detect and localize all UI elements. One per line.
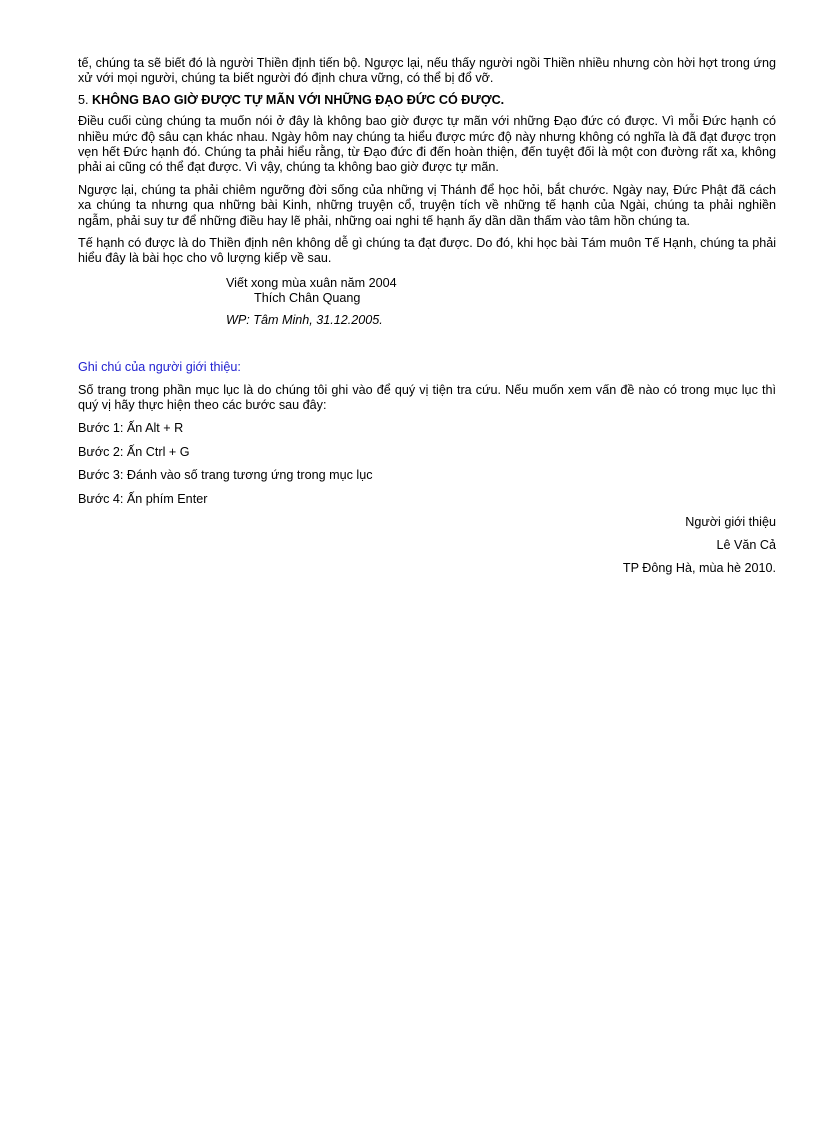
note-title: Ghi chú của người giới thiệu: [78,360,241,375]
step-4: Bước 4: Ấn phím Enter [78,491,208,506]
signature-block [226,276,776,328]
body-paragraph-1: Điều cuối cùng chúng ta muốn nói ở đây là không bao giờ được tự mãn với những Đạo đức có được. Vì mỗi Đức hạnh có nhiều mức độ sâu cạn khác nhau. Ngày hôm nay chúng ta hiểu được mức độ này nhưng không có nghĩa là đã đạt được trọn vẹn hết Đức hạnh đó. Chúng ta phải hiểu rằng, từ Đạo đức đi đến hoàn thiện, đến tuyệt đối là một con đường rất xa, không phải ai cũng có thể đạt được. Vì vậy, chúng ta không bao giờ được tự mãn. [78,114,776,175]
signature-written: Viết xong mùa xuân năm 2004 [226,275,397,290]
closing-block [78,514,776,577]
step-3: Bước 3: Đánh vào số trang tương ứng trong mục lục [78,468,373,483]
section-title: KHÔNG BAO GIỜ ĐƯỢC TỰ MÃN VỚI NHỮNG ĐẠO ĐỨC CÓ ĐƯỢC. [92,92,505,107]
section-heading [78,93,776,108]
section-number: 5. [78,92,89,107]
body-paragraph-2: Ngược lại, chúng ta phải chiêm ngưỡng đời sống của những vị Thánh để học hỏi, bắt chước. Ngày nay, Đức Phật đã cách xa chúng ta nhưng qua những bài Kinh, những truyện cổ, truyện tích về những tế hạnh của Ngài, chúng ta phải nghiền ngẫm, phải suy tư để những điều hay lẽ phải, những oai nghi tế hạnh ấy dần dần thấm vào tâm hồn chúng ta. [78,182,776,228]
intro-paragraph: tế, chúng ta sẽ biết đó là người Thiền định tiến bộ. Ngược lại, nếu thấy người ngồi Thiền nhiều nhưng còn hời hợt trong ứng xử với mọi người, chúng ta biết người đó định chưa vững, có thể bị đổ vỡ. [78,56,776,86]
note-text: Số trang trong phần mục lục là do chúng tôi ghi vào để quý vị tiện tra cứu. Nếu muốn xem vấn đề nào có trong mục lục thì quý vị hãy thực hiện theo các bước sau đây: [78,382,776,412]
signature-author: Thích Chân Quang [254,291,361,306]
body-paragraph-3: Tế hạnh có được là do Thiền định nên không dễ gì chúng ta đạt được. Do đó, khi học bài Tám muôn Tế Hạnh, chúng ta phải hiểu đây là bài học cho vô lượng kiếp về sau. [78,236,776,266]
step-2: Bước 2: Ấn Ctrl + G [78,444,190,459]
step-1: Bước 1: Ấn Alt + R [78,421,184,436]
document-page [78,56,776,583]
closing-place-date: TP Đông Hà, mùa hè 2010. [622,561,776,576]
signature-wp: WP: Tâm Minh, 31.12.2005. [226,312,383,327]
closing-name: Lê Văn Cả [716,538,776,553]
closing-role: Người giới thiệu [685,515,776,530]
